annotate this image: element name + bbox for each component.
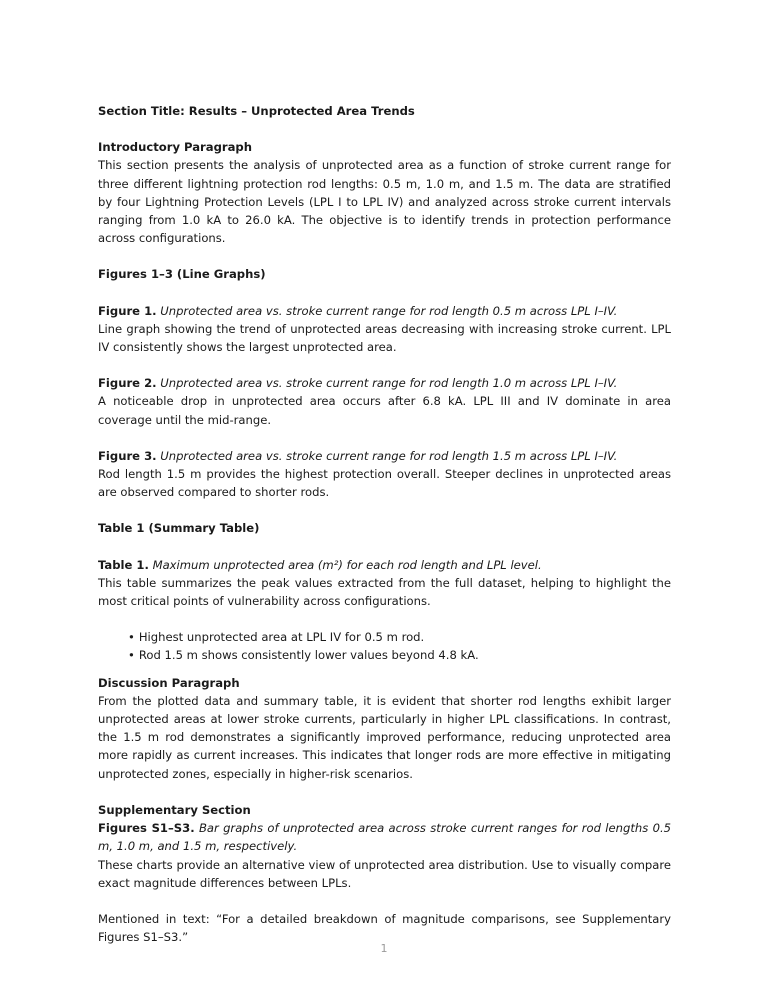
supplementary-caption-text: Bar graphs of unprotected area across stroke current ranges for rod lengths 0.5 m, 1.0 m, and 1.5 m, respectively. bbox=[98, 821, 672, 854]
bullet-icon: • bbox=[128, 630, 135, 645]
table-1-caption bbox=[98, 556, 671, 574]
figure-1-label: Figure 1. bbox=[98, 303, 157, 318]
discussion-paragraph: From the plotted data and summary table, it is evident that shorter rod lengths exhibit larger unprotected areas at lower stroke currents, particularly in higher LPL classifications. In contrast, the 1.5 m rod demonstrates a significantly improved performance, reducing unprotected area more rapidly as current increases. This indicates that longer rods are more effective in mitigating unprotected zones, especially in higher-risk scenarios. bbox=[98, 693, 671, 781]
table-1-caption-text: Maximum unprotected area (m²) for each rod length and LPL level. bbox=[152, 557, 542, 572]
supplementary-mention: Mentioned in text: “For a detailed breakdown of magnitude comparisons, see Supplementary Figures S1–S3.” bbox=[98, 911, 671, 945]
figure-2-label: Figure 2. bbox=[98, 376, 157, 391]
figure-1-description: Line graph showing the trend of unprotected areas decreasing with increasing stroke current. LPL IV consistently shows the largest unprotected area. bbox=[98, 321, 671, 355]
figure-2-block bbox=[98, 374, 671, 429]
bullet-list bbox=[98, 628, 671, 664]
figure-3-caption bbox=[98, 447, 671, 465]
figure-3-block bbox=[98, 447, 671, 502]
supplementary-heading: Supplementary Section bbox=[98, 802, 251, 817]
figure-1-caption bbox=[98, 302, 671, 320]
list-item-text: Rod 1.5 m shows consistently lower values beyond 4.8 kA. bbox=[138, 648, 479, 663]
list-item bbox=[128, 646, 671, 664]
table-1-block bbox=[98, 556, 671, 611]
list-item bbox=[128, 628, 671, 646]
intro-paragraph: This section presents the analysis of unprotected area as a function of stroke current range for three different lightning protection rod lengths: 0.5 m, 1.0 m, and 1.5 m. The data are stratified by four Lightning Protection Levels (LPL I to LPL IV) and analyzed across stroke current intervals ranging from 1.0 kA to 26.0 kA. The objective is to identify trends in protection performance across configurations. bbox=[98, 158, 671, 246]
table-heading: Table 1 (Summary Table) bbox=[98, 521, 260, 536]
figure-3-description: Rod length 1.5 m provides the highest protection overall. Steeper declines in unprotected areas are observed compared to shorter rods. bbox=[98, 467, 671, 500]
intro-heading: Introductory Paragraph bbox=[98, 140, 252, 155]
table-1-description: This table summarizes the peak values extracted from the full dataset, helping to highlight the most critical points of vulnerability across configurations. bbox=[98, 575, 671, 609]
bullet-icon: • bbox=[128, 648, 135, 663]
figure-2-caption bbox=[98, 374, 671, 392]
figure-2-caption-text: Unprotected area vs. stroke current range for rod length 1.0 m across LPL I–IV. bbox=[160, 376, 618, 391]
supplementary-caption bbox=[98, 819, 671, 855]
list-item-text: Highest unprotected area at LPL IV for 0.5 m rod. bbox=[138, 630, 425, 645]
supplementary-label: Figures S1–S3. bbox=[98, 821, 195, 836]
figure-1-caption-text: Unprotected area vs. stroke current range for rod length 0.5 m across LPL I–IV. bbox=[160, 303, 618, 318]
figures-heading: Figures 1–3 (Line Graphs) bbox=[98, 267, 266, 282]
figure-2-description: A noticeable drop in unprotected area occurs after 6.8 kA. LPL III and IV dominate in area coverage until the mid-range. bbox=[98, 394, 671, 427]
figure-3-label: Figure 3. bbox=[98, 448, 157, 463]
table-1-label: Table 1. bbox=[98, 557, 149, 572]
page-number: 1 bbox=[380, 942, 388, 955]
document-body bbox=[98, 102, 671, 946]
supplementary-description: These charts provide an alternative view of unprotected area distribution. Use to visually compare exact magnitude differences between LPLs. bbox=[98, 857, 671, 890]
figure-3-caption-text: Unprotected area vs. stroke current range for rod length 1.5 m across LPL I–IV. bbox=[160, 448, 618, 463]
discussion-heading: Discussion Paragraph bbox=[98, 675, 240, 690]
figure-1-block bbox=[98, 302, 671, 357]
section-title: Section Title: Results – Unprotected Area Trends bbox=[98, 104, 415, 118]
